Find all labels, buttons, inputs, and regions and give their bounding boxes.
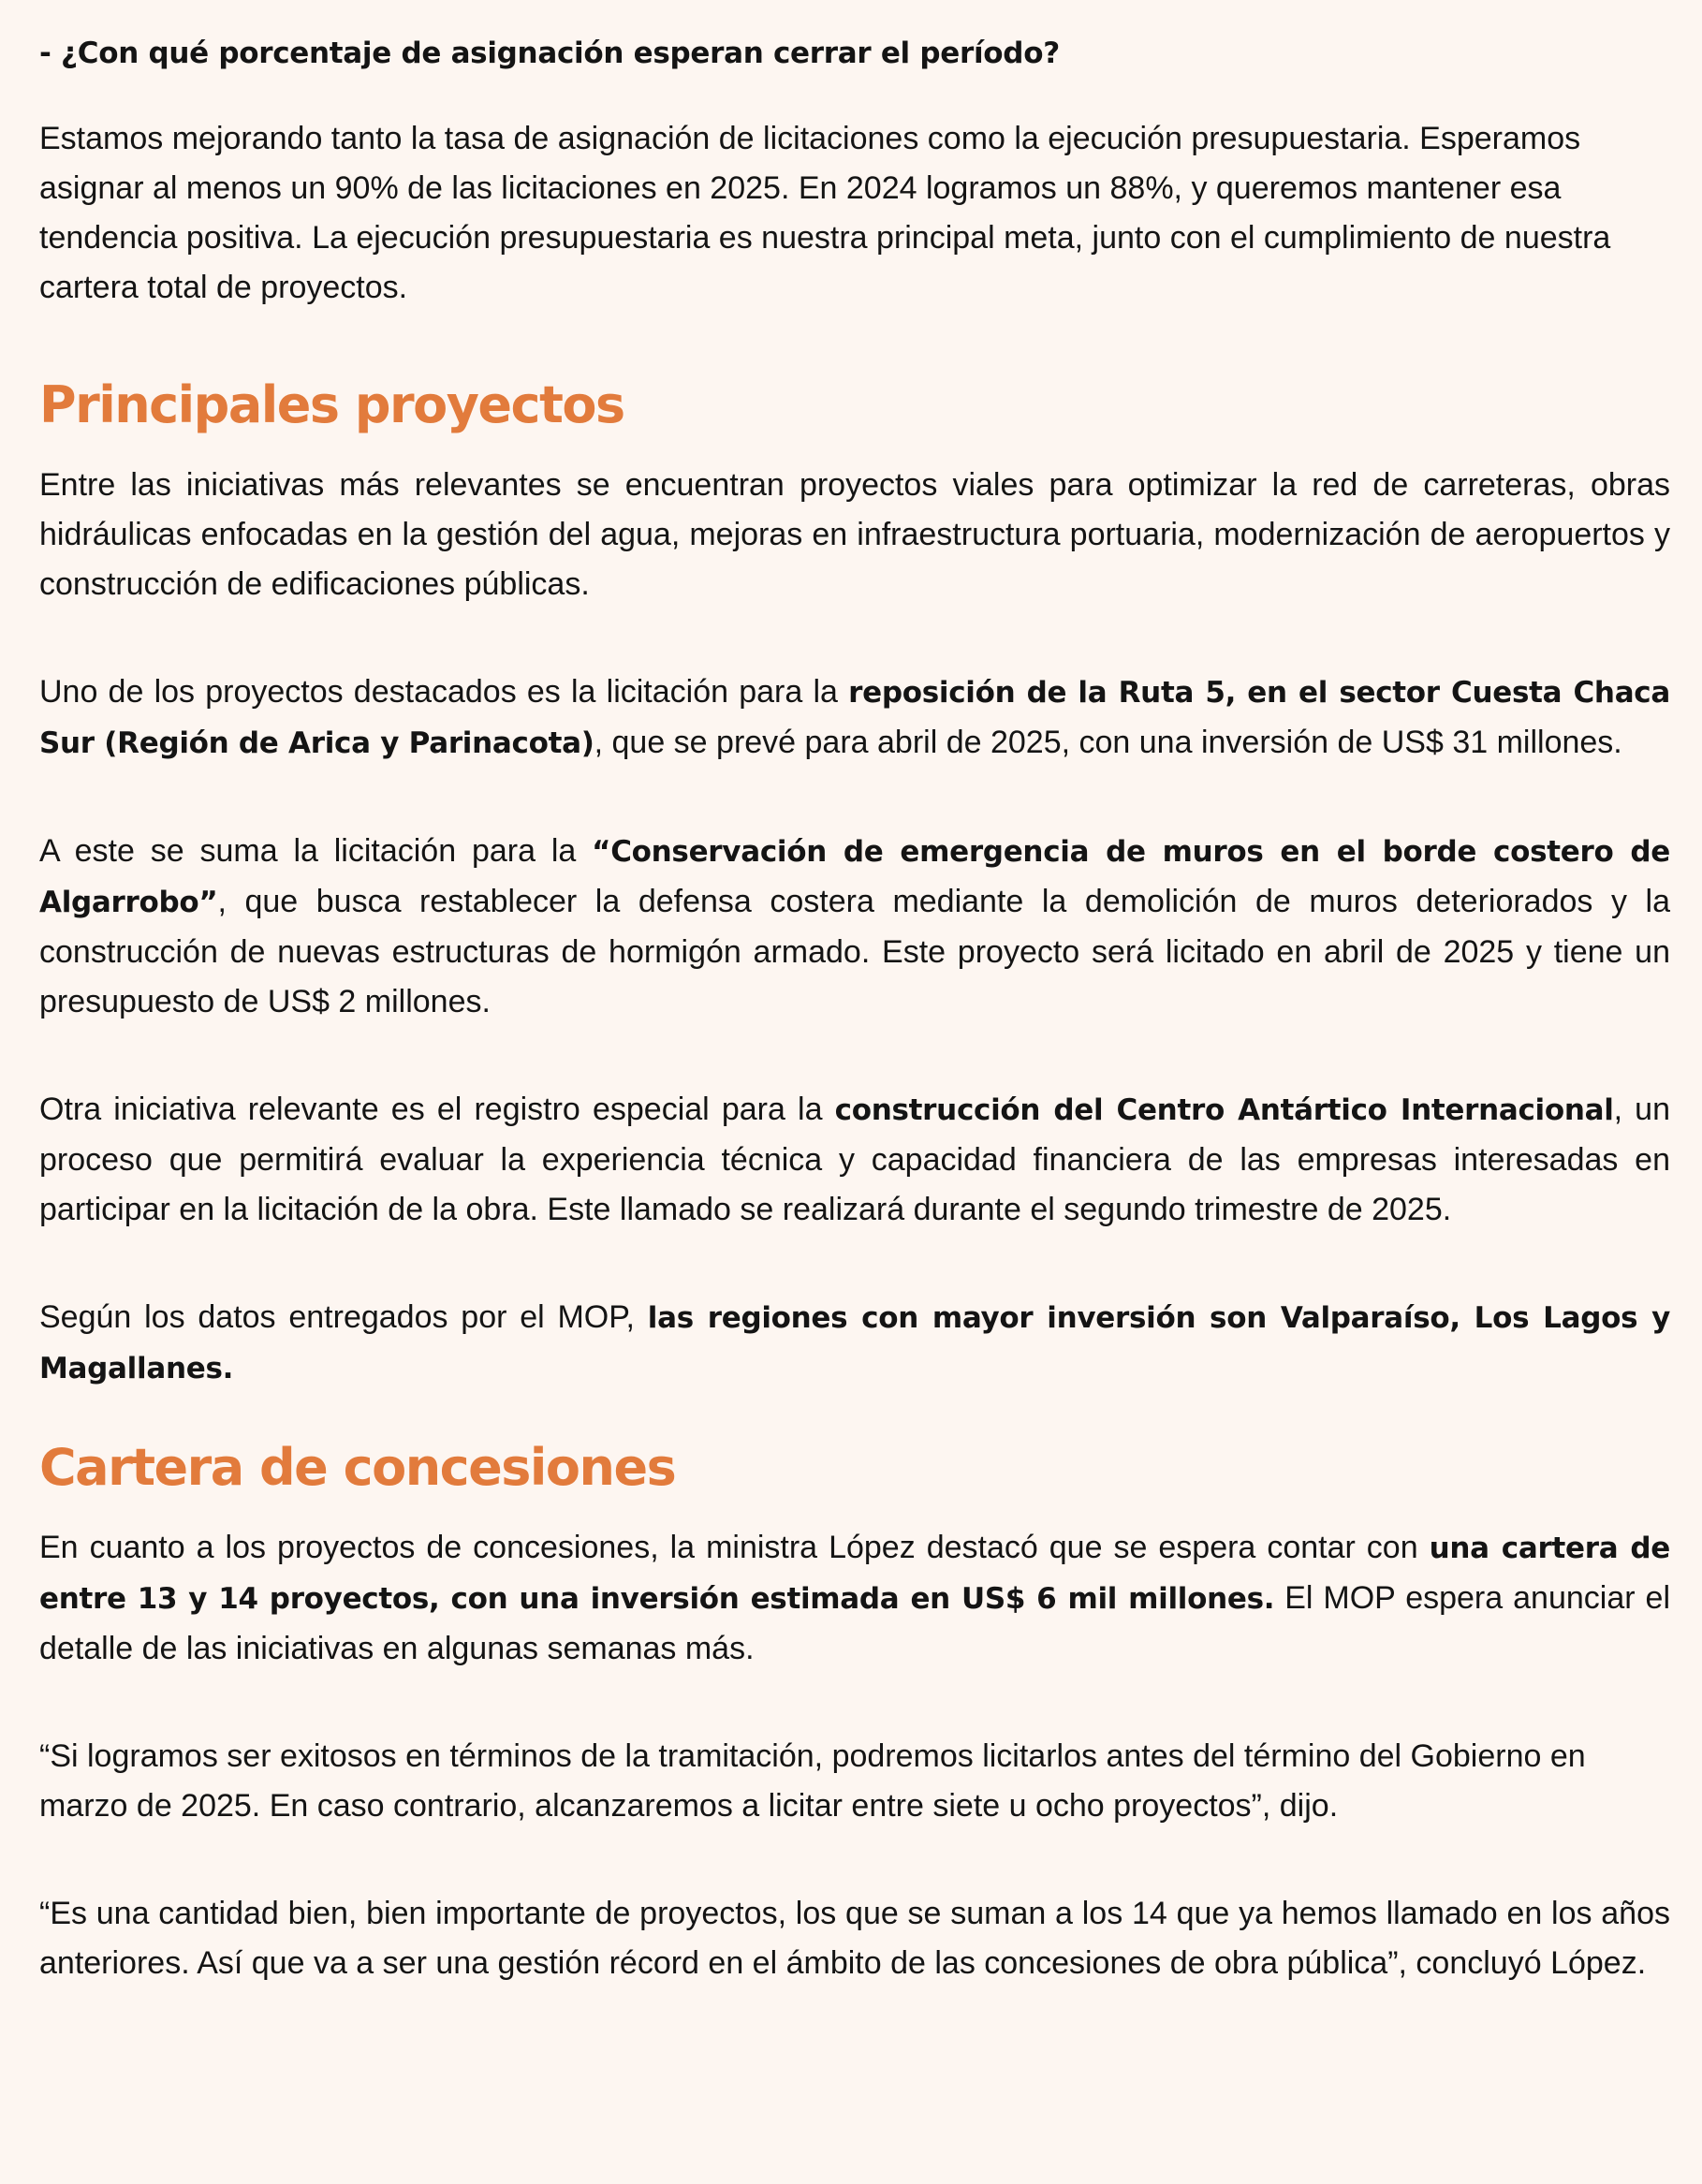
paragraph-text: , que se prevé para abril de 2025, con una inversión de US$ 31 millones.: [594, 725, 1622, 760]
quote-gestion-record: “Es una cantidad bien, bien importante de proyectos, los que se suman a los 14 que ya hemos llamado en los años anteriores. Así que va a ser una gestión récord en el ámbito de las concesiones de obra pública”, concluyó López.: [39, 1896, 1670, 1981]
paragraph-text: Uno de los proyectos destacados es la licitación para la: [39, 674, 849, 710]
paragraph-initiatives: Entre las iniciativas más relevantes se encuentran proyectos viales para optimizar la red de carreteras, obras hidráulicas enfocadas en la gestión del agua, mejoras en infraestructura portuaria, modernización de aeropuertos y construcción de edificaciones públicas.: [39, 467, 1670, 602]
paragraph-text: Según los datos entregados por el MOP,: [39, 1299, 648, 1335]
section-heading-principales-proyectos: Principales proyectos: [39, 375, 624, 434]
paragraph-centro-antartico: [39, 1085, 1670, 1235]
paragraph-algarrobo: [39, 827, 1670, 1027]
highlight-regiones: las regiones con mayor inversión son Valparaíso, Los Lagos y Magallanes.: [39, 1301, 1670, 1385]
paragraph-ruta-5: [39, 667, 1670, 769]
paragraph-text: El MOP espera anunciar el detalle de las iniciativas en algunas semanas más.: [39, 1580, 1671, 1666]
paragraph-regiones: [39, 1293, 1670, 1394]
highlight-cartera: una cartera de entre 13 y 14 proyectos, con una inversión estimada en US$ 6 mil millones.: [39, 1532, 1670, 1616]
article: [39, 28, 1670, 1988]
paragraph-text: En cuanto a los proyectos de concesiones, la ministra López destacó que se espera contar con: [39, 1530, 1430, 1565]
paragraph-text: , que busca restablecer la defensa costera mediante la demolición de muros deteriorados y la construcción de nuevas estructuras de hormigón armado. Este proyecto será licitado en abril de 2025 y tiene un presupuesto de US$ 2 millones.: [39, 884, 1670, 1019]
highlight-centro-antartico: construcción del Centro Antártico Internacional: [834, 1093, 1614, 1127]
interview-answer: Estamos mejorando tanto la tasa de asignación de licitaciones como la ejecución presupuestaria. Esperamos asignar al menos un 90% de las licitaciones en 2025. En 2024 logramos un 88%, y queremos mantener esa tendencia positiva. La ejecución presupuestaria es nuestra principal meta, junto con el cumplimiento de nuestra cartera total de proyectos.: [39, 121, 1611, 305]
paragraph-text: Otra iniciativa relevante es el registro especial para la: [39, 1092, 835, 1127]
section-heading-cartera-de-concesiones: Cartera de concesiones: [39, 1438, 676, 1497]
highlight-algarrobo: “Conservación de emergencia de muros en el borde costero de Algarrobo”: [39, 835, 1670, 919]
quote-tramitacion: “Si logramos ser exitosos en términos de la tramitación, podremos licitarlos antes del término del Gobierno en marzo de 2025. En caso contrario, alcanzaremos a licitar entre siete u ocho proyectos”, dijo.: [39, 1738, 1586, 1824]
highlight-ruta-5: reposición de la Ruta 5, en el sector Cuesta Chaca Sur (Región de Arica y Parinacota): [39, 676, 1671, 760]
paragraph-cartera: [39, 1523, 1670, 1674]
interview-question: - ¿Con qué porcentaje de asignación esperan cerrar el período?: [39, 37, 1060, 70]
paragraph-text: , un proceso que permitirá evaluar la experiencia técnica y capacidad financiera de las empresas interesadas en participar en la licitación de la obra. Este llamado se realizará durante el segundo trimestre de 2025.: [39, 1092, 1670, 1227]
paragraph-text: A este se suma la licitación para la: [39, 833, 593, 869]
